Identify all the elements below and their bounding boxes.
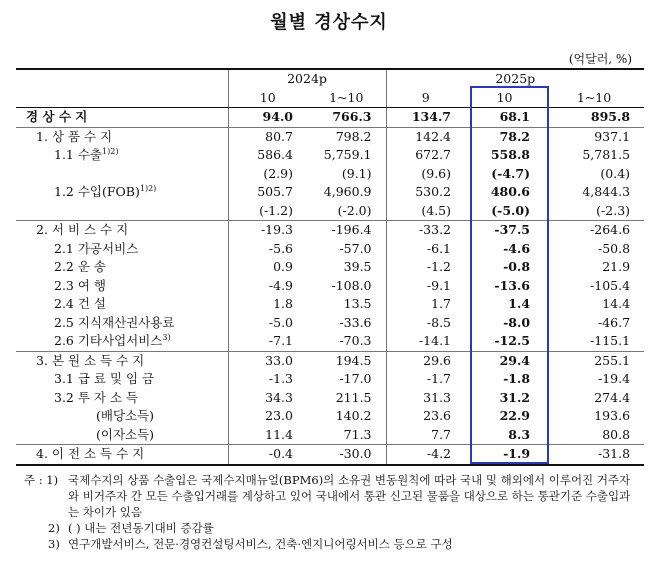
header-year-2025: 2025p <box>386 69 644 89</box>
table-row <box>16 332 644 351</box>
table-row <box>16 407 644 426</box>
cell-value: 1.4 <box>508 296 531 311</box>
cell-value: -264.6 <box>544 221 644 240</box>
cell-value: 34.3 <box>228 389 307 408</box>
table-row <box>16 108 644 128</box>
cell-value: -1.8 <box>503 371 531 386</box>
cell-value: -9.1 <box>386 277 465 296</box>
cell-value: 134.7 <box>386 108 465 128</box>
cell-value: -12.5 <box>494 333 531 348</box>
cell-value: (-1.2) <box>228 202 307 221</box>
row-label: 2.1 가공서비스 <box>54 240 139 256</box>
cell-value: -19.3 <box>228 221 307 240</box>
table-row <box>16 295 644 314</box>
column-header: 1~10 <box>307 89 386 108</box>
cell-value: (9.1) <box>341 165 372 181</box>
cell-value: -5.6 <box>228 240 307 259</box>
cell-value: -196.4 <box>307 221 386 240</box>
footnote-marker: 3) <box>162 332 171 342</box>
table-row <box>16 258 644 277</box>
cell-value: -1.9 <box>465 445 544 465</box>
table-row <box>16 277 644 296</box>
cell-value: 142.4 <box>386 127 465 146</box>
cell-value: -13.6 <box>494 277 531 293</box>
row-label: (이자소득) <box>96 426 155 442</box>
cell-value: -4.2 <box>386 445 465 465</box>
cell-value: (4.5) <box>386 202 465 221</box>
cell-value: -0.4 <box>228 445 307 465</box>
row-label: 1.2 수입(FOB)$^{1)2)}$ <box>54 183 157 199</box>
cell-value: -115.1 <box>590 333 631 348</box>
table-row <box>16 221 644 240</box>
cell-value: 586.4 <box>228 146 307 165</box>
cell-value: (-4.7) <box>491 165 531 181</box>
cell-value: -37.5 <box>465 221 544 240</box>
cell-value: 5,781.5 <box>582 147 631 162</box>
column-header: 10 <box>228 89 307 108</box>
cell-value: -1.3 <box>228 370 307 389</box>
row-label: 1.1 수출$^{1)2)}$ <box>54 146 119 162</box>
cell-value: -105.4 <box>590 277 631 293</box>
row-label: 2. 서 비 스 수 지 <box>16 221 228 240</box>
table-row <box>16 370 644 389</box>
cell-value: 22.9 <box>499 408 531 423</box>
cell-value: 937.1 <box>544 127 644 146</box>
cell-value: 4,960.9 <box>323 184 372 199</box>
cell-value: 21.9 <box>602 259 631 274</box>
cell-value: 895.8 <box>590 109 631 124</box>
cell-value: -5.0 <box>228 314 307 333</box>
cell-value: -46.7 <box>597 314 631 330</box>
cell-value: 31.2 <box>499 389 531 405</box>
cell-value: -8.5 <box>386 314 465 333</box>
row-label: 4. 이 전 소 득 수 지 <box>16 445 228 465</box>
cell-value: 33.0 <box>228 351 307 370</box>
table-row <box>16 127 644 146</box>
cell-value: -33.6 <box>339 314 372 330</box>
cell-value: 7.7 <box>386 426 465 445</box>
cell-value: 31.3 <box>386 389 465 408</box>
cell-value: 78.2 <box>465 127 544 146</box>
row-label: (배당소득) <box>96 408 155 423</box>
footnote: 2) ( ) 내는 전년동기대비 증감률 <box>48 521 214 535</box>
cell-value: 80.7 <box>228 127 307 146</box>
cell-value: (-2.3) <box>596 202 631 218</box>
row-label: 3.1 급 료 및 임 금 <box>54 371 155 386</box>
cell-value: 255.1 <box>544 351 644 370</box>
cell-value: -50.8 <box>597 240 631 256</box>
row-label: 1. 상 품 수 지 <box>16 127 228 146</box>
cell-value: -31.8 <box>544 445 644 465</box>
table-row <box>16 314 644 333</box>
header-year-2024: 2024p <box>228 69 386 89</box>
cell-value: 4,844.3 <box>582 184 631 199</box>
row-label: 2.2 운 송 <box>54 259 106 274</box>
current-account-table <box>16 68 644 466</box>
cell-value: -57.0 <box>339 240 372 256</box>
cell-value: -1.7 <box>386 370 465 389</box>
footnote: 주 : 1) 국제수지의 상품 수출입은 국제수지매뉴얼(BPM6)의 소유권 변동원칙에 따라 국내 및 해외에서 이루어진 거주자와 비거주자 간 모든 수출입거래를 계상하고 있어 국내에서 통관 신고된 물품을 대상으로 하는 통관기준 수출입과는 차이가 있음 <box>24 473 631 519</box>
header-blank-2 <box>16 89 228 108</box>
column-header: 10 <box>465 89 544 108</box>
cell-value: -19.4 <box>597 371 631 386</box>
cell-value: 194.5 <box>307 351 386 370</box>
cell-value: 8.3 <box>508 426 531 442</box>
cell-value: -30.0 <box>307 445 386 465</box>
cell-value: -33.2 <box>386 221 465 240</box>
column-header: 1~10 <box>544 89 644 108</box>
row-label <box>16 165 228 184</box>
table-row <box>16 389 644 408</box>
footnote-marker: 1)2) <box>139 183 157 193</box>
table-row <box>16 426 644 445</box>
footnote: 3) 연구개발서비스, 전문·경영컨설팅서비스, 건축·엔지니어링서비스 등으로 구성 <box>48 537 453 551</box>
cell-value: 193.6 <box>594 408 631 423</box>
cell-value: 68.1 <box>499 109 531 124</box>
unit-label: (억달러, %) <box>568 52 632 66</box>
column-header: 9 <box>386 89 465 108</box>
row-label: 경 상 수 지 <box>26 109 88 124</box>
cell-value: -70.3 <box>339 333 372 348</box>
row-label: 2.5 지식재산권사용료 <box>54 314 175 330</box>
cell-value: 274.4 <box>594 389 631 405</box>
cell-value: 29.4 <box>465 351 544 370</box>
cell-value: -108.0 <box>331 277 372 293</box>
row-label: 3.2 투 자 소 득 <box>54 389 139 405</box>
cell-value: 29.6 <box>386 351 465 370</box>
cell-value: 1.7 <box>386 295 465 314</box>
header-blank <box>16 69 228 89</box>
cell-value: (-2.0) <box>337 202 372 218</box>
cell-value: 5,759.1 <box>323 147 372 162</box>
footnote-marker: 1)2) <box>102 146 119 156</box>
cell-value: -0.8 <box>503 259 531 274</box>
cell-value: 11.4 <box>228 426 307 445</box>
cell-value: 558.8 <box>490 147 531 162</box>
row-label: 3. 본 원 소 득 수 지 <box>16 351 228 370</box>
table-row <box>16 351 644 370</box>
cell-value: 14.4 <box>602 296 631 311</box>
cell-value: (9.6) <box>386 165 465 184</box>
page-title: 월별 경상수지 <box>270 12 388 33</box>
cell-value: 530.2 <box>386 183 465 202</box>
cell-value: 140.2 <box>335 408 372 423</box>
cell-value: -1.2 <box>386 258 465 277</box>
cell-value: 480.6 <box>490 184 531 199</box>
footnotes <box>24 472 644 552</box>
cell-value: 766.3 <box>332 109 372 124</box>
row-label: 2.6 기타사업서비스$^{3)}$ <box>54 332 171 348</box>
cell-value: (-5.0) <box>491 202 531 218</box>
cell-value: 798.2 <box>307 127 386 146</box>
table-row <box>16 202 644 221</box>
cell-value: -14.1 <box>386 332 465 351</box>
cell-value: 505.7 <box>228 183 307 202</box>
table-row <box>16 165 644 184</box>
cell-value: -4.6 <box>503 240 531 256</box>
cell-value: -7.1 <box>228 332 307 351</box>
cell-value: 1.8 <box>228 295 307 314</box>
row-label: 2.3 여 행 <box>54 277 106 293</box>
cell-value: 211.5 <box>335 389 372 405</box>
cell-value: 0.9 <box>228 258 307 277</box>
cell-value: -6.1 <box>386 240 465 259</box>
cell-value: (0.4) <box>600 165 631 181</box>
cell-value: 71.3 <box>343 426 372 442</box>
table-row <box>16 445 644 465</box>
cell-value: 672.7 <box>386 146 465 165</box>
table-row <box>16 183 644 202</box>
table-row <box>16 240 644 259</box>
cell-value: (2.9) <box>228 165 307 184</box>
cell-value: -4.9 <box>228 277 307 296</box>
cell-value: 39.5 <box>343 259 372 274</box>
cell-value: 23.0 <box>228 407 307 426</box>
cell-value: -17.0 <box>339 371 372 386</box>
table-row <box>16 146 644 165</box>
cell-value: 23.6 <box>386 407 465 426</box>
cell-value: 13.5 <box>343 296 372 311</box>
row-label: 2.4 건 설 <box>54 296 106 311</box>
cell-value: 80.8 <box>602 426 631 442</box>
row-label <box>16 202 228 221</box>
cell-value: 94.0 <box>228 108 307 128</box>
cell-value: -8.0 <box>503 314 531 330</box>
